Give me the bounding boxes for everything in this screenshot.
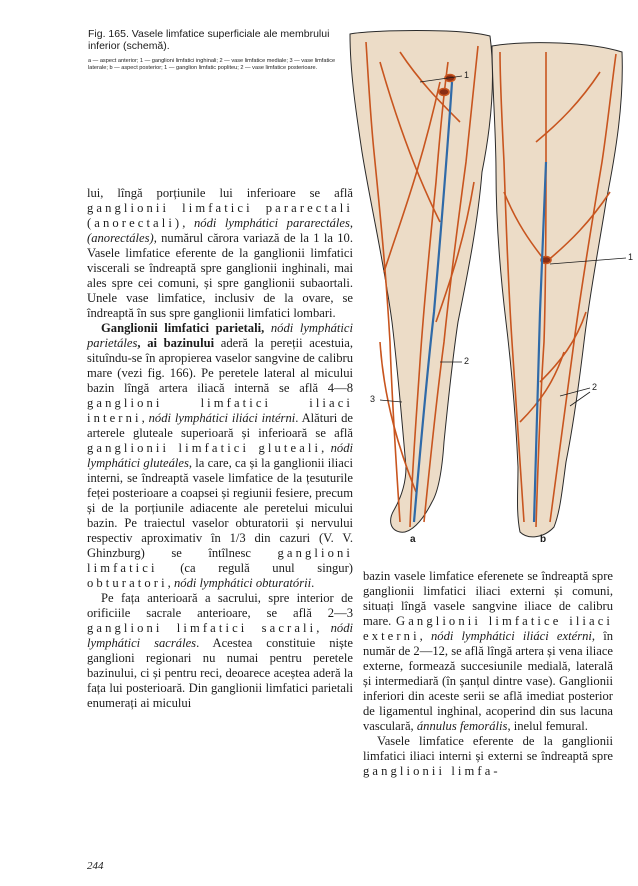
paragraph-iliac-external: bazin vasele limfatice eferenete se îndreaptă spre ganglionii limfatici iliaci externi și comuni, situați lîngă vasele sangvine iliace de calibru mare. Ganglionii limfatice iliaci externi, nódi lymphátici iliáci extérni, în număr de 2—12, se află lîngă artera și vena iliace externe, formează succesiunile medială, laterală și intermediară (în șanțul dintre vase). Ganglionii inferiori din aceste serii se află imediat posterior de ligamentul inghinal, acoperind din sus lacuna vasculară, ánnulus femorális, inelul femural. xyxy=(363,569,614,733)
leader-b-2: 2 xyxy=(592,382,598,392)
figure-label-a: a xyxy=(410,534,416,545)
right-text-column xyxy=(363,569,613,779)
leader-a-2: 2 xyxy=(464,356,470,366)
caption-legend: a — aspect anterior; 1 — ganglioni limfatici inghinali; 2 — vase limfatice mediale; 3 — vase limfatice laterale; b — aspect posterior; 1 — ganglion limfatic popliteu; 2 — vase limfatice posterioare. xyxy=(88,58,336,72)
legs-illustration xyxy=(340,22,638,550)
leader-a-1: 1 xyxy=(464,70,470,80)
paragraph-efferent: Vasele limfatice eferente de la ganglionii limfatici iliaci interni și externi se îndreaptă spre ganglionii limfa- xyxy=(363,734,613,778)
leader-a-3: 3 xyxy=(370,394,376,404)
leader-b-1: 1 xyxy=(628,252,634,262)
paragraph-sacral: Pe fața anterioară a sacrului, spre interior de orificiile sacrale anterioare, se află 2—3 ganglioni limfatici sacrali, nódi lymphátici sacráles. Acestea constituie niște ganglioni regionari nu numai pentru peretele bazinului, ci și pentru reci, deoarece aceștea aderă la fața lui posterioară. Din ganglionii limfatici parietali enumerați ai micului xyxy=(87,591,354,710)
paragraph-parietal: Ganglionii limfatici parietali, nódi lymphátici parietáles, ai bazinului aderă la pereții acestuia, situîndu-se în apropierea vaselor sangvine de calibru mare (vezi fig. 166). Pe peretele lateral al micului bazin lîngă artera iliacă internă se află 4—8 ganglioni limfatici iliaci interni, nódi lymphátici iliáci intérni. Alături de arterele gluteale superioară și inferioară se află ganglionii limfatici gluteali, nódi lymphátici gluteáles, la care, ca și la ganglionii iliaci interni, se îndreaptă vasele limfatice de la țesuturile feței posterioare a coapsei și regiunii fesiere, precum și de la porțiunile adiacente ale peretelui micului bazin. Pe traiectul vaselor obturatorii și nervului respectiv aproximativ în 1/3 din cazuri (V. V. Ghinzburg) se întîlnesc ganglioni limfatici (ca regulă unul singur) obturatori, nódi lymphátici obturatórii. xyxy=(87,321,354,590)
left-text-column xyxy=(87,186,353,711)
page-number: 244 xyxy=(87,860,104,872)
figure-label-b: b xyxy=(540,534,547,545)
figure-caption xyxy=(88,28,346,73)
figure-legs xyxy=(340,22,638,550)
caption-title: Fig. 165. Vasele limfatice superficiale ale membrului inferior (schemă). xyxy=(88,28,330,52)
paragraph-pararectal: lui, lîngă porțiunile lui inferioare se află ganglionii limfatici pararectali (anorectali), nódi lymphátici pararectáles, (anorectáles), numărul cărora variază de la 1 la 10. Vasele limfatice eferente de la ganglionii limfatici viscerali se îndreaptă spre ganglionii inghinali, mai ales spre cei comuni, și spre ganglionii subaortali. Unele vase limfatice, inclusiv de la ovare, se îndreaptă în sus spre ganglionii limfatici lombari. xyxy=(87,186,354,320)
lymph-node xyxy=(439,89,449,96)
